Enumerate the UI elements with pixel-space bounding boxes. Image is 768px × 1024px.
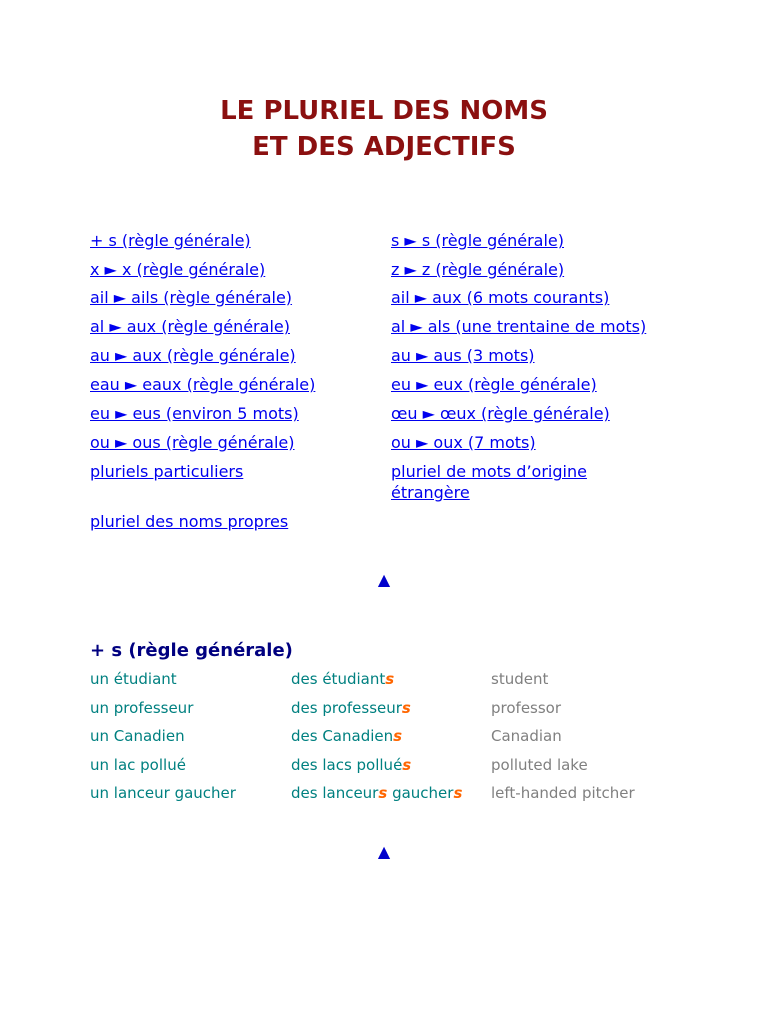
index-link-al-als[interactable]: al ► als (une trentaine de mots) xyxy=(391,317,647,336)
index-link-oeu-oeux[interactable]: œu ► œux (règle générale) xyxy=(391,404,610,423)
example-singular: un lanceur gaucher xyxy=(90,784,236,802)
example-english: polluted lake xyxy=(491,756,588,774)
plural-stem: des professeur xyxy=(291,699,402,717)
plural-ending: s xyxy=(378,784,388,802)
plural-ending: s xyxy=(402,756,412,774)
example-singular: un lac pollué xyxy=(90,756,186,774)
index-link-eu-eux[interactable]: eu ► eux (règle générale) xyxy=(391,375,597,394)
index-link-al-aux[interactable]: al ► aux (règle générale) xyxy=(90,317,290,336)
page-title-line-1: LE PLURIEL DES NOMS xyxy=(220,96,548,126)
example-singular: un professeur xyxy=(90,699,194,717)
plural-ending: s xyxy=(453,784,463,802)
plural-stem: gaucher xyxy=(387,784,454,802)
example-plural xyxy=(291,726,402,746)
example-singular: un Canadien xyxy=(90,727,185,745)
plural-ending: s xyxy=(401,699,411,717)
index-link-ail-ails[interactable]: ail ► ails (règle générale) xyxy=(90,288,293,307)
example-english: Canadian xyxy=(491,727,562,745)
index-link-noms-propres[interactable]: pluriel des noms propres xyxy=(90,512,289,531)
example-english: professor xyxy=(491,699,562,717)
index-link-au-aux[interactable]: au ► aux (règle générale) xyxy=(90,346,296,365)
example-plural xyxy=(291,698,411,718)
page-title-line-2: ET DES ADJECTIFS xyxy=(252,132,516,162)
index-link-z-z[interactable]: z ► z (règle générale) xyxy=(391,260,565,279)
index-link-pluriels-particuliers[interactable]: pluriels particuliers xyxy=(90,462,244,481)
index-link-eau-eaux[interactable]: eau ► eaux (règle générale) xyxy=(90,375,316,394)
back-to-top-arrow-icon[interactable]: ▲ xyxy=(377,842,391,861)
plural-ending: s xyxy=(385,670,395,688)
index-link-eu-eus[interactable]: eu ► eus (environ 5 mots) xyxy=(90,404,299,423)
index-link-s-s[interactable]: s ► s (règle générale) xyxy=(391,231,564,250)
example-plural xyxy=(291,783,462,803)
section-heading: + s (règle générale) xyxy=(90,640,293,661)
index-link-ou-oux[interactable]: ou ► oux (7 mots) xyxy=(391,433,536,452)
example-plural xyxy=(291,669,394,689)
plural-stem: des lanceur xyxy=(291,784,379,802)
example-english: left-handed pitcher xyxy=(491,784,635,802)
example-plural xyxy=(291,755,411,775)
index-link-plus-s[interactable]: + s (règle générale) xyxy=(90,231,251,250)
example-singular: un étudiant xyxy=(90,670,177,688)
index-link-au-aus[interactable]: au ► aus (3 mots) xyxy=(391,346,535,365)
plural-stem: des lacs pollué xyxy=(291,756,403,774)
plural-stem: des Canadien xyxy=(291,727,394,745)
plural-stem: des étudiant xyxy=(291,670,386,688)
back-to-top-arrow-icon[interactable]: ▲ xyxy=(377,570,391,589)
index-link-x-x[interactable]: x ► x (règle générale) xyxy=(90,260,266,279)
index-link-ou-ous[interactable]: ou ► ous (règle générale) xyxy=(90,433,295,452)
example-english: student xyxy=(491,670,549,688)
plural-ending: s xyxy=(393,727,403,745)
index-link-origine-etrangere[interactable]: pluriel de mots d’origine étrangère xyxy=(391,462,587,502)
index-link-ail-aux[interactable]: ail ► aux (6 mots courants) xyxy=(391,288,610,307)
